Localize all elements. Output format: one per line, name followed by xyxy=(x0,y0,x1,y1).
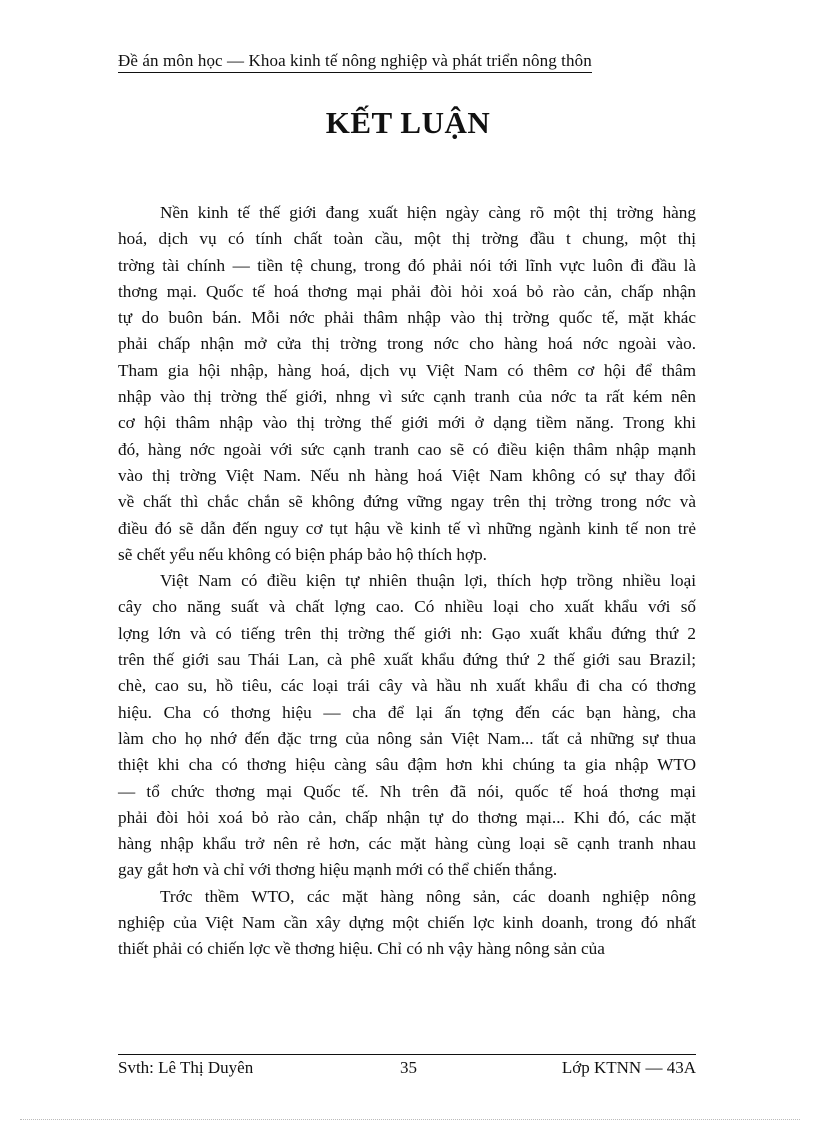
text-line: phải đòi hỏi xoá bỏ rào cản, chấp nhận tự do thơng mại... Khi đó, các mặt xyxy=(118,807,696,827)
text-line: cây cho năng suất và chất lợng cao. Có nhiều loại cho xuất khẩu với số xyxy=(118,597,696,617)
footer-student-name: Svth: Lê Thị Duyên xyxy=(118,1058,254,1077)
page-title: KẾT LUẬN xyxy=(325,105,491,140)
text-line: thơng mại. Quốc tế hoá thơng mại phải đòi hỏi xoá bỏ rào cản, chấp nhận xyxy=(118,281,696,301)
paragraph xyxy=(118,200,696,568)
text-line: gay gắt hơn và chỉ với thơng hiệu mạnh mới có thể chiến thắng. xyxy=(118,860,558,880)
text-line: Trớc thềm WTO, các mặt hàng nông sản, các doanh nghiệp nông xyxy=(160,886,696,906)
text-line: hiệu. Cha có thơng hiệu — cha để lại ấn tợng đến các bạn hàng, cha xyxy=(118,702,696,722)
paragraph xyxy=(118,884,696,963)
body-text xyxy=(118,200,696,963)
text-line: lợng lớn và có tiếng trên thị trờng thế giới nh: Gạo xuất khẩu đứng thứ 2 xyxy=(118,623,696,643)
text-line: phải chấp nhận mở cửa thị trờng trong nớc cho hàng hoá nớc ngoài vào. xyxy=(118,334,696,354)
text-line: thiết phải có chiến lợc về thơng hiệu. Chỉ có nh vậy hàng nông sản của xyxy=(118,939,605,959)
footer-class-name: Lớp KTNN — 43A xyxy=(561,1058,696,1077)
paragraph xyxy=(118,568,696,884)
bottom-dotted-rule xyxy=(20,1119,800,1120)
text-line: Việt Nam có điều kiện tự nhiên thuận lợi, thích hợp trồng nhiều loại xyxy=(160,571,696,591)
text-line: làm cho họ nhớ đến đặc trng của nông sản Việt Nam... tất cả những sự thua xyxy=(118,728,696,748)
text-line: Tham gia hội nhập, hàng hoá, dịch vụ Việt Nam có thêm cơ hội để thâm xyxy=(118,360,696,380)
text-line: thiệt khi cha có thơng hiệu càng sâu đậm hơn khi chúng ta gia nhập WTO xyxy=(118,755,696,775)
text-line: trờng tài chính — tiền tệ chung, trong đó phải nói tới lĩnh vực luôn đi đầu là xyxy=(118,255,696,275)
text-line: hoá, dịch vụ có tính chất toàn cầu, một thị trờng đầu t chung, một thị xyxy=(118,229,696,249)
page-footer xyxy=(118,1054,696,1077)
text-line: vào thị trờng Việt Nam. Nếu nh hàng hoá Việt Nam không có sự thay đổi xyxy=(118,465,696,485)
footer-page-number: 35 xyxy=(400,1058,417,1077)
text-line: Nền kinh tế thế giới đang xuất hiện ngày càng rõ một thị trờng hàng xyxy=(160,203,696,222)
text-line: tự do buôn bán. Mỗi nớc phải thâm nhập vào thị trờng quốc tế, mặt khác xyxy=(118,308,696,328)
text-line: nghiệp của Việt Nam cần xây dựng một chiến lợc kinh doanh, trong đó nhất xyxy=(118,913,696,933)
page-header: Đề án môn học — Khoa kinh tế nông nghiệp và phát triển nông thôn xyxy=(118,51,592,73)
text-line: hàng nhập khẩu trở nên rẻ hơn, các mặt hàng cùng loại sẽ cạnh tranh nhau xyxy=(118,834,696,854)
text-line: — tổ chức thơng mại Quốc tế. Nh trên đã nói, quốc tế hoá thơng mại xyxy=(118,781,696,801)
text-line: nhập vào thị trờng thế giới, nhng vì sức cạnh tranh của nớc ta rất kém nên xyxy=(118,387,696,407)
text-line: chè, cao su, hồ tiêu, các loại trái cây và hầu nh xuất khẩu đi cha có thơng xyxy=(118,676,696,696)
text-line: cơ hội thâm nhập vào thị trờng thế giới mới ở dạng tiềm năng. Trong khi xyxy=(118,413,696,433)
text-line: về chất thì chắc chắn sẽ không đứng vững ngay trên thị trờng trong nớc và xyxy=(118,492,696,512)
text-line: đó, hàng nớc ngoài với sức cạnh tranh cao sẽ có điều kiện thâm nhập mạnh xyxy=(118,439,696,459)
text-line: trên thế giới sau Thái Lan, cà phê xuất khẩu đứng thứ 2 thế giới sau Brazil; xyxy=(118,650,696,670)
text-line: điều đó sẽ dẫn đến nguy cơ tụt hậu về kinh tế vì những ngành kinh tế non trẻ xyxy=(118,518,696,538)
text-line: sẽ chết yểu nếu không có biện pháp bảo hộ thích hợp. xyxy=(118,544,487,564)
